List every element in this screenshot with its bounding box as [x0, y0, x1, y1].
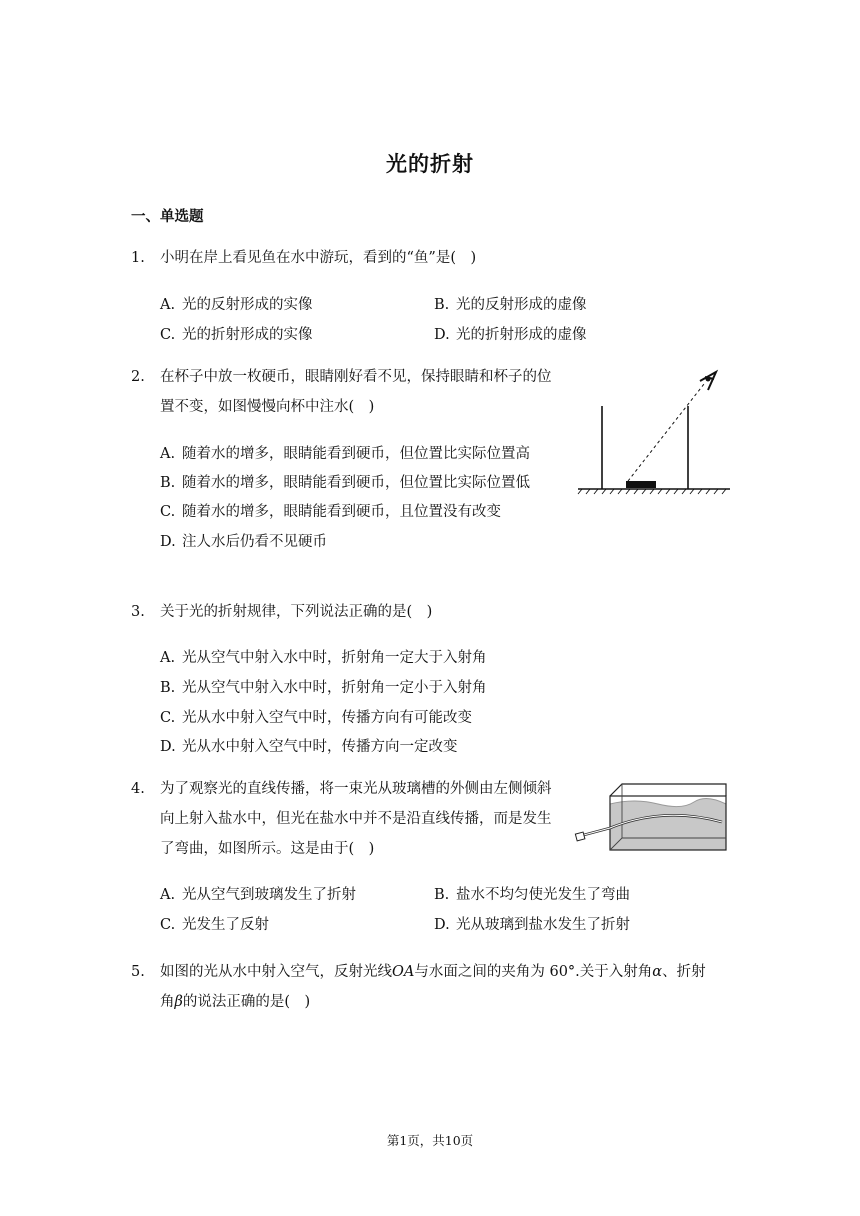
- option-a: [160, 293, 313, 314]
- math-var-oa: OA: [392, 964, 415, 980]
- stem-text: 如图的光从水中射入空气，反射光线: [160, 964, 392, 980]
- option-key: B.: [434, 297, 450, 313]
- sight-line: [628, 384, 704, 481]
- page-title: 光的折射: [386, 151, 474, 176]
- option-b: [160, 471, 530, 492]
- option-key: A.: [160, 650, 176, 666]
- stem-text: 与水面之间的夹角为 60°.关于入射角: [414, 964, 653, 980]
- option-c: [160, 706, 472, 727]
- question-stem-line: [160, 987, 310, 1017]
- question-stem-line: 为了观察光的直线传播，将一束光从玻璃槽的外侧由左侧倾斜: [160, 781, 552, 797]
- question-number: 3.: [131, 604, 145, 620]
- question-stem-line: 向上射入盐水中，但光在盐水中并不是沿直线传播，而是发生: [160, 811, 552, 827]
- option-key: A.: [160, 297, 176, 313]
- option-b: [434, 883, 630, 904]
- laser-pointer: [575, 832, 585, 841]
- section-heading: 一、单选题: [131, 208, 204, 225]
- option-text: 光从玻璃到盐水发生了折射: [456, 917, 630, 933]
- option-d: [434, 913, 630, 934]
- option-c: [160, 913, 269, 934]
- option-key: D.: [160, 534, 176, 550]
- option-a: [160, 883, 356, 904]
- option-key: B.: [160, 475, 176, 491]
- question-number: 2.: [131, 369, 145, 385]
- option-key: D.: [434, 327, 450, 343]
- option-text: 随着水的增多，眼睛能看到硬币，但位置比实际位置高: [182, 446, 530, 462]
- option-text: 随着水的增多，眼睛能看到硬币，且位置没有改变: [182, 504, 501, 520]
- coin: [626, 481, 656, 488]
- question-stem-line: 了弯曲，如图所示。这是由于( ): [160, 841, 375, 857]
- question-number: 5.: [131, 964, 145, 980]
- option-text: 光的反射形成的实像: [182, 297, 313, 313]
- option-key: B.: [434, 887, 450, 903]
- option-key: A.: [160, 887, 176, 903]
- option-text: 光从空气到玻璃发生了折射: [182, 887, 356, 903]
- option-d: [160, 735, 458, 756]
- cup-coin-figure: [574, 360, 734, 500]
- stem-text: 角: [160, 994, 175, 1010]
- option-key: B.: [160, 680, 176, 696]
- eye-icon: [700, 372, 716, 390]
- option-c: [160, 500, 501, 521]
- question-stem-line: 置不变，如图慢慢向杯中注水( ): [160, 399, 375, 415]
- glass-tank-figure: [574, 778, 734, 858]
- option-text: 注人水后仍看不见硬币: [182, 534, 327, 550]
- option-text: 光的折射形成的虚像: [456, 327, 587, 343]
- stem-text: 的说法正确的是( ): [182, 994, 311, 1010]
- option-key: A.: [160, 446, 176, 462]
- option-text: 光的反射形成的虚像: [456, 297, 587, 313]
- option-key: C.: [160, 327, 176, 343]
- option-key: C.: [160, 917, 176, 933]
- option-d: [160, 530, 327, 551]
- page-footer: 第1页，共10页: [386, 1133, 474, 1148]
- option-key: D.: [434, 917, 450, 933]
- question-number: 4.: [131, 781, 145, 797]
- option-key: C.: [160, 504, 176, 520]
- option-key: D.: [160, 739, 176, 755]
- option-text: 光从水中射入空气中时，传播方向一定改变: [182, 739, 458, 755]
- math-beta: β: [174, 994, 183, 1010]
- question-stem: 小明在岸上看见鱼在水中游玩，看到的“鱼”是( ): [160, 250, 477, 266]
- question-stem-line: [160, 957, 706, 987]
- option-b: [434, 293, 587, 314]
- option-key: C.: [160, 710, 176, 726]
- question-stem-line: 在杯子中放一枚硬币，眼睛刚好看不见，保持眼睛和杯子的位: [160, 369, 552, 385]
- tank-top: [610, 784, 726, 796]
- option-text: 光发生了反射: [182, 917, 269, 933]
- math-alpha: α: [652, 964, 663, 980]
- option-text: 随着水的增多，眼睛能看到硬币，但位置比实际位置低: [182, 475, 530, 491]
- option-a: [160, 442, 530, 463]
- stem-text: 、折射: [662, 964, 706, 980]
- option-text: 光的折射形成的实像: [182, 327, 313, 343]
- option-b: [160, 676, 487, 697]
- option-text: 光从空气中射入水中时，折射角一定大于入射角: [182, 650, 487, 666]
- option-text: 光从水中射入空气中时，传播方向有可能改变: [182, 710, 472, 726]
- option-text: 光从空气中射入水中时，折射角一定小于入射角: [182, 680, 487, 696]
- option-text: 盐水不均匀使光发生了弯曲: [456, 887, 630, 903]
- question-stem: 关于光的折射规律，下列说法正确的是( ): [160, 604, 433, 620]
- option-c: [160, 323, 313, 344]
- question-number: 1.: [131, 250, 145, 266]
- option-a: [160, 646, 487, 667]
- option-d: [434, 323, 587, 344]
